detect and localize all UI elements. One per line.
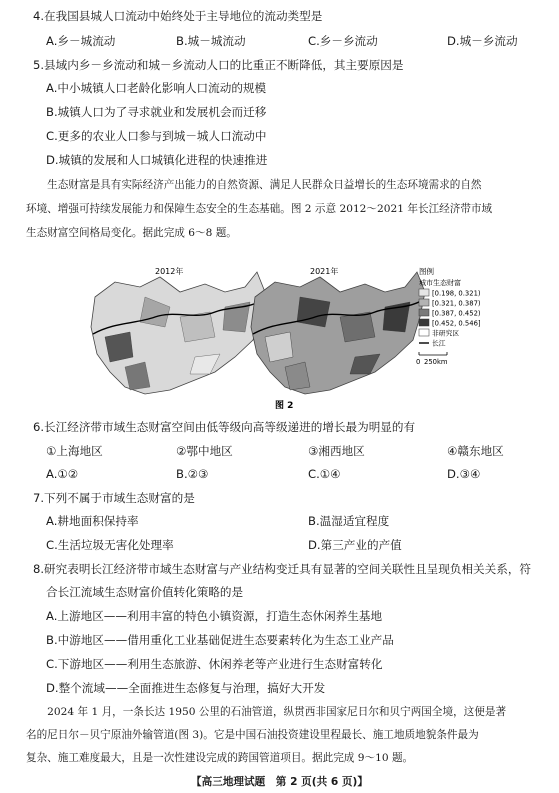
legend-title: 图例	[419, 267, 434, 276]
page-footer: 【高三地理试题 第 2 页(共 6 页)】	[191, 776, 368, 788]
legend-item-2	[419, 299, 480, 308]
map-2012-label: 2012年	[155, 267, 184, 276]
legend-subtitle: 城市生态财富	[419, 279, 461, 287]
legend-item-5	[419, 329, 459, 338]
scale-bar	[416, 352, 448, 366]
passage1-line2: 环境、增强可持续发展能力和保障生态安全的生态基础。图 2 示意 2012～2021 年长江经济带市域	[26, 203, 493, 215]
svg-text:[0.452, 0.546]: [0.452, 0.546]	[432, 319, 480, 328]
q7-option-c: C.生活垃圾无害化处理率	[46, 538, 174, 552]
q6-item-4: ④赣东地区	[447, 444, 504, 458]
q6-option-b: B.②③	[176, 467, 209, 481]
legend-item-6	[419, 339, 446, 348]
q4-option-c: C.乡－乡流动	[308, 34, 378, 48]
q8-option-b: B.中游地区——借用重化工业基础促进生态要素转化为生态工业产品	[46, 633, 394, 647]
q7-option-b: B.温湿适宜程度	[308, 514, 390, 528]
q4-option-b: B.城－城流动	[176, 34, 246, 48]
svg-text:0: 0	[416, 358, 421, 366]
figure-caption: 图 2	[275, 401, 294, 411]
q5-option-d: D.城镇的发展和人口城镇化进程的快速推进	[46, 153, 268, 167]
passage2-line1: 2024 年 1 月，一条长达 1950 公里的石油管道，纵贯西非国家尼日尔和贝宁两国全境，这便是著	[26, 706, 507, 718]
svg-text:长江: 长江	[432, 339, 446, 348]
q5-option-a: A.中小城镇人口老龄化影响人口流动的规模	[46, 81, 267, 95]
q7-option-d: D.第三产业的产值	[308, 538, 402, 552]
figure-maps	[85, 262, 480, 412]
q7-option-a: A.耕地面积保持率	[46, 514, 139, 528]
legend-item-1	[419, 289, 480, 298]
q4-option-a: A.乡－城流动	[46, 34, 116, 48]
passage1-line1: 生态财富是具有实际经济产出能力的自然资源、满足人民群众日益增长的生态环境需求的自然	[26, 179, 482, 191]
q5-option-b: B.城镇人口为了寻求就业和发展机会而迁移	[46, 105, 267, 119]
map-2021	[251, 272, 425, 394]
map-2012	[91, 272, 265, 394]
svg-text:[0.321, 0.387): [0.321, 0.387)	[432, 299, 480, 308]
q8-stem-line2: 合长江流域生态财富价值转化策略的是	[46, 585, 244, 599]
passage1-line3: 生态财富空间格局变化。据此完成 6～8 题。	[26, 227, 237, 239]
q8-stem-line1: 8.研究表明长江经济带市域生态财富与产业结构变迁具有显著的空间关联性且呈现负相关关系，符	[33, 562, 532, 576]
q5-stem: 5.县域内乡－乡流动和城－乡流动人口的比重正不断降低，其主要原因是	[33, 58, 404, 72]
q6-option-c: C.①④	[308, 467, 341, 481]
legend-item-3	[419, 309, 480, 318]
figure-2	[85, 262, 480, 412]
svg-text:[0.198, 0.321): [0.198, 0.321)	[432, 289, 480, 298]
q8-option-c: C.下游地区——利用生态旅游、休闲养老等产业进行生态财富转化	[46, 657, 383, 671]
svg-text:非研究区: 非研究区	[432, 329, 460, 338]
q4-option-d: D.城－乡流动	[447, 34, 518, 48]
q4-stem: 4.在我国县城人口流动中始终处于主导地位的流动类型是	[33, 9, 323, 23]
q6-item-3: ③湘西地区	[308, 444, 365, 458]
q8-option-d: D.整个流域——全面推进生态修复与治理，搞好大开发	[46, 681, 326, 695]
passage2-line3: 复杂、施工难度最大，且是一次性建设完成的跨国管道项目。据此完成 9～10 题。	[26, 752, 414, 764]
legend-item-4	[419, 319, 480, 328]
svg-text:[0.387, 0.452): [0.387, 0.452)	[432, 309, 480, 318]
q6-option-d: D.③④	[447, 467, 481, 481]
q6-item-2: ②鄂中地区	[176, 444, 233, 458]
q7-stem: 7.下列不属于市域生态财富的是	[33, 491, 195, 505]
q5-option-c: C.更多的农业人口参与到城－城人口流动中	[46, 129, 267, 143]
q6-item-1: ①上海地区	[46, 444, 103, 458]
passage2-line2: 名的尼日尔－贝宁原油外输管道(图 3)。它是中国石油投资建设里程最长、施工地质地貌条件最为	[26, 729, 479, 741]
map-2021-label: 2021年	[310, 267, 339, 276]
q8-option-a: A.上游地区——利用丰富的特色小镇资源，打造生态休闲养生基地	[46, 609, 383, 623]
q6-stem: 6.长江经济带市域生态财富空间由低等级向高等级递进的增长最为明显的有	[33, 420, 416, 434]
q6-option-a: A.①②	[46, 467, 79, 481]
svg-text:250km: 250km	[424, 358, 448, 366]
